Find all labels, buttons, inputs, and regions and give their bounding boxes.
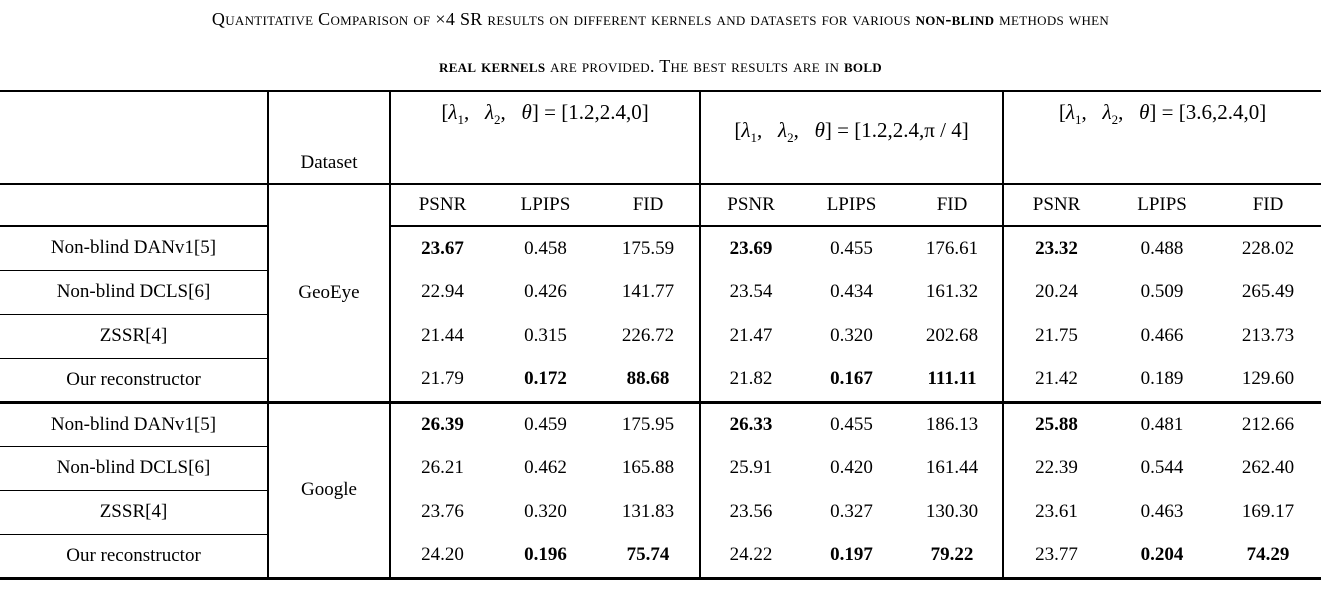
- value-cell: 0.462: [524, 457, 567, 478]
- table-row: [0, 358, 1321, 402]
- value-cell: 212.66: [1241, 413, 1295, 435]
- value-cell: 129.60: [1215, 358, 1321, 402]
- value-cell: 0.167: [801, 358, 902, 402]
- value-cell: 23.56: [729, 501, 773, 522]
- corner-cell: [0, 184, 268, 226]
- dataset-header-cell: Dataset: [268, 91, 390, 184]
- kernel-header-cell: [1003, 91, 1321, 184]
- value-cell: 0.315: [524, 325, 567, 346]
- value-cell: 0.488: [1140, 237, 1184, 259]
- caption-segment: Quantitative Comparison of ×4 SR results on different kernels and datasets for various: [211, 9, 916, 29]
- value-cell: 0.458: [524, 237, 567, 259]
- dataset-cell: GeoEye: [268, 184, 390, 402]
- caption-segment: are provided. The best results are in: [545, 56, 844, 76]
- value-cell: 161.44: [902, 446, 1003, 490]
- caption-line-1: [0, 9, 1321, 30]
- value-cell: 0.434: [830, 281, 873, 302]
- value-cell: 0.455: [830, 413, 873, 435]
- value-cell: 262.40: [1241, 457, 1295, 478]
- metric-header-cell: PSNR: [1003, 184, 1109, 226]
- value-cell: 0.455: [830, 237, 873, 259]
- value-cell: 228.02: [1241, 237, 1295, 259]
- table-caption: [0, 0, 1321, 77]
- metric-header-cell: PSNR: [390, 184, 494, 226]
- value-cell: 21.79: [390, 358, 494, 402]
- value-cell: 0.481: [1140, 413, 1184, 435]
- value-cell: 23.67: [421, 237, 464, 259]
- value-cell: 175.59: [597, 226, 700, 270]
- value-cell: 74.29: [1215, 534, 1321, 578]
- table-row: [0, 270, 1321, 314]
- value-cell: 175.95: [597, 402, 700, 446]
- value-cell: 0.204: [1109, 534, 1215, 578]
- value-cell: 0.320: [524, 501, 567, 522]
- value-cell: 24.20: [390, 534, 494, 578]
- metric-header-cell: LPIPS: [1109, 184, 1215, 226]
- value-cell: 26.33: [729, 413, 773, 435]
- value-cell: 23.32: [1035, 237, 1078, 259]
- table-row: [0, 91, 1321, 184]
- method-cell: ZSSR[4]: [0, 314, 268, 358]
- corner-cell: [0, 91, 268, 184]
- table-row: [0, 184, 1321, 226]
- method-cell: Our reconstructor: [0, 534, 268, 578]
- caption-segment: methods when: [994, 9, 1110, 29]
- kernel-header-cell: [390, 91, 700, 184]
- value-cell: 0.459: [524, 413, 567, 435]
- table-row: [0, 446, 1321, 490]
- value-cell: 23.76: [421, 501, 464, 522]
- caption-segment: real kernels: [439, 56, 546, 76]
- value-cell: 0.466: [1140, 325, 1184, 346]
- value-cell: 186.13: [902, 402, 1003, 446]
- metric-header-cell: FID: [597, 184, 700, 226]
- caption-line-2: [0, 56, 1321, 77]
- method-cell: Our reconstructor: [0, 358, 268, 402]
- value-cell: 23.54: [729, 281, 773, 302]
- table-row: [0, 314, 1321, 358]
- results-table: [0, 90, 1321, 580]
- value-cell: 21.75: [1035, 325, 1078, 346]
- value-cell: 0.426: [524, 281, 567, 302]
- value-cell: 161.32: [902, 270, 1003, 314]
- value-cell: 88.68: [597, 358, 700, 402]
- method-cell: Non-blind DCLS[6]: [0, 446, 268, 490]
- caption-segment: non-blind: [915, 9, 995, 29]
- value-cell: 23.77: [1003, 534, 1109, 578]
- value-cell: 0.320: [830, 325, 873, 346]
- value-cell: 0.197: [801, 534, 902, 578]
- value-cell: 21.82: [700, 358, 801, 402]
- value-cell: 0.189: [1109, 358, 1215, 402]
- value-cell: 141.77: [597, 270, 700, 314]
- value-cell: 0.172: [494, 358, 597, 402]
- kernel-formula: [$\lambda_1$, $\lambda_2$, θ] = [1.2,2.4,0]: [441, 100, 649, 128]
- value-cell: 0.196: [494, 534, 597, 578]
- method-cell: Non-blind DANv1[5]: [0, 402, 268, 446]
- method-cell: Non-blind DANv1[5]: [0, 226, 268, 270]
- metric-header-cell: LPIPS: [801, 184, 902, 226]
- table-row: [0, 402, 1321, 446]
- kernel-header-cell: [700, 91, 1003, 184]
- table-row: [0, 534, 1321, 578]
- method-cell: Non-blind DCLS[6]: [0, 270, 268, 314]
- value-cell: 23.61: [1035, 501, 1078, 522]
- value-cell: 0.509: [1140, 281, 1184, 302]
- metric-header-cell: LPIPS: [494, 184, 597, 226]
- table-row: [0, 490, 1321, 534]
- value-cell: 22.39: [1035, 457, 1078, 478]
- value-cell: 0.327: [830, 501, 873, 522]
- value-cell: 21.44: [421, 325, 464, 346]
- value-cell: 213.73: [1241, 325, 1295, 346]
- method-cell: ZSSR[4]: [0, 490, 268, 534]
- value-cell: 169.17: [1241, 501, 1295, 522]
- caption-segment: bold: [843, 56, 882, 76]
- value-cell: 226.72: [597, 314, 700, 358]
- value-cell: 202.68: [902, 314, 1003, 358]
- value-cell: 176.61: [902, 226, 1003, 270]
- dataset-cell: Google: [268, 402, 390, 578]
- value-cell: 22.94: [421, 281, 464, 302]
- value-cell: 24.22: [700, 534, 801, 578]
- value-cell: 165.88: [597, 446, 700, 490]
- results-table-body: [0, 91, 1321, 578]
- value-cell: 25.88: [1035, 413, 1078, 435]
- metric-header-cell: PSNR: [700, 184, 801, 226]
- value-cell: 79.22: [902, 534, 1003, 578]
- value-cell: 75.74: [597, 534, 700, 578]
- value-cell: 25.91: [729, 457, 773, 478]
- value-cell: 0.420: [830, 457, 873, 478]
- value-cell: 0.463: [1140, 501, 1184, 522]
- value-cell: 265.49: [1241, 281, 1295, 302]
- value-cell: 130.30: [902, 490, 1003, 534]
- metric-header-cell: FID: [1215, 184, 1321, 226]
- kernel-formula: [$\lambda_1$, $\lambda_2$, θ] = [1.2,2.4,π / 4]: [734, 118, 969, 146]
- metric-header-cell: FID: [902, 184, 1003, 226]
- value-cell: 131.83: [597, 490, 700, 534]
- value-cell: 0.544: [1140, 457, 1184, 478]
- value-cell: 111.11: [902, 358, 1003, 402]
- value-cell: 21.47: [729, 325, 773, 346]
- value-cell: 23.69: [729, 237, 773, 259]
- kernel-formula: [$\lambda_1$, $\lambda_2$, θ] = [3.6,2.4,0]: [1058, 100, 1267, 128]
- table-row: [0, 226, 1321, 270]
- value-cell: 21.42: [1003, 358, 1109, 402]
- value-cell: 20.24: [1035, 281, 1078, 302]
- value-cell: 26.39: [421, 413, 464, 435]
- value-cell: 26.21: [421, 457, 464, 478]
